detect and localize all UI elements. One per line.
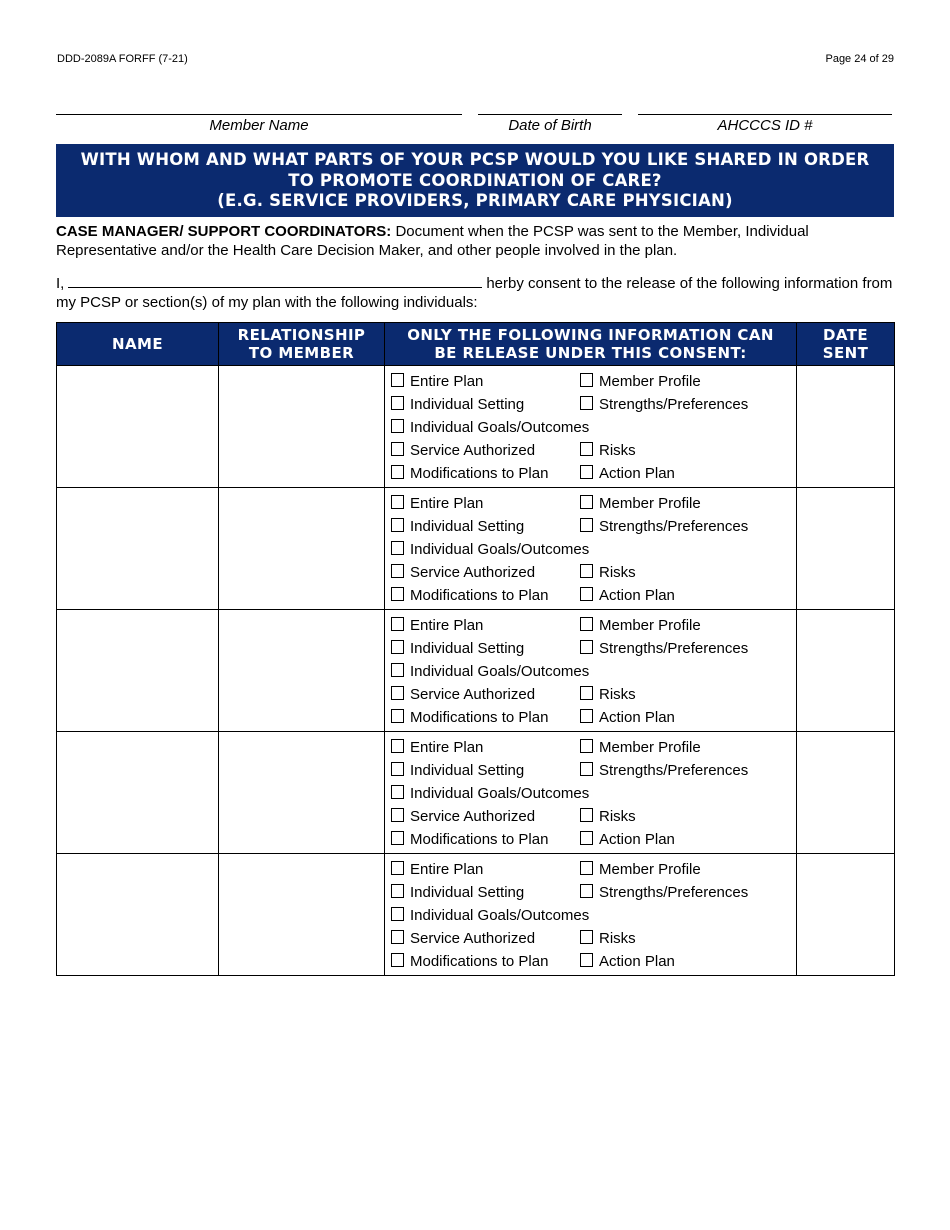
date-sent-cell[interactable] [797,488,895,610]
table-row [57,366,895,488]
option-individual-setting[interactable] [391,884,524,901]
option-label: Strengths/Preferences [599,396,749,413]
option-label: Modifications to Plan [410,587,549,604]
option-individual-goals-outcomes[interactable] [391,541,589,558]
checkbox[interactable] [391,861,404,875]
option-member-profile[interactable] [580,861,701,878]
banner-line-3: (E.G. SERVICE PROVIDERS, PRIMARY CARE PHYSICIAN) [217,191,733,210]
option-individual-setting[interactable] [391,640,524,657]
checkbox[interactable] [580,442,593,456]
option-entire-plan[interactable] [391,861,483,878]
option-individual-goals-outcomes[interactable] [391,785,589,802]
option-entire-plan[interactable] [391,617,483,634]
checkbox[interactable] [580,739,593,753]
option-individual-goals-outcomes[interactable] [391,663,589,680]
option-label: Individual Goals/Outcomes [410,663,590,680]
option-label: Individual Goals/Outcomes [410,419,590,436]
date-sent-cell[interactable] [797,610,895,732]
relationship-cell[interactable] [219,854,385,976]
option-modifications-to-plan[interactable] [391,465,548,482]
checkbox[interactable] [580,495,593,509]
option-member-profile[interactable] [580,739,701,756]
checkbox[interactable] [391,930,404,944]
option-label: Individual Setting [410,518,525,535]
name-cell[interactable] [57,854,219,976]
option-action-plan[interactable] [580,587,675,604]
consent-text: herby consent to the release of the following information from my PCSP or section(s) of my plan with the following individuals: [56,275,893,311]
information-cell [385,488,797,610]
relationship-cell[interactable] [219,610,385,732]
option-risks[interactable] [580,564,636,581]
option-label: Action Plan [599,953,675,970]
checkbox[interactable] [391,617,404,631]
option-modifications-to-plan[interactable] [391,953,548,970]
option-risks[interactable] [580,930,636,947]
checkbox[interactable] [580,617,593,631]
checkbox[interactable] [580,518,593,532]
option-label: Individual Setting [410,396,525,413]
option-label: Strengths/Preferences [599,884,749,901]
option-label: Action Plan [599,587,675,604]
option-label: Individual Goals/Outcomes [410,785,590,802]
checkbox[interactable] [391,663,404,677]
consent-prefix: I, [56,275,65,292]
option-label: Member Profile [599,495,701,512]
checkbox[interactable] [391,640,404,654]
information-cell [385,732,797,854]
banner-line-1: WITH WHOM AND WHAT PARTS OF YOUR PCSP WOULD YOU LIKE SHARED IN ORDER [80,150,870,169]
checkbox[interactable] [580,396,593,410]
option-service-authorized[interactable] [391,930,535,947]
name-cell[interactable] [57,488,219,610]
checkbox[interactable] [391,785,404,799]
option-modifications-to-plan[interactable] [391,587,548,604]
member-name-line[interactable] [56,114,462,115]
relationship-cell[interactable] [219,732,385,854]
section-banner [56,144,894,217]
option-label: Service Authorized [410,686,536,703]
option-strengths-preferences[interactable] [580,640,748,657]
information-cell [385,366,797,488]
checkbox[interactable] [580,953,593,967]
option-label: Risks [599,442,636,459]
table-row [57,732,895,854]
option-label: Modifications to Plan [410,831,549,848]
option-label: Service Authorized [410,564,536,581]
option-entire-plan[interactable] [391,495,483,512]
checkbox[interactable] [580,373,593,387]
option-action-plan[interactable] [580,953,675,970]
checkbox[interactable] [391,907,404,921]
option-label: Member Profile [599,617,701,634]
option-label: Risks [599,808,636,825]
option-service-authorized[interactable] [391,564,535,581]
member-name-label: Member Name [209,117,309,134]
instructions-heading: CASE MANAGER/ SUPPORT COORDINATORS: [56,223,392,240]
option-label: Action Plan [599,831,675,848]
checkbox[interactable] [391,953,404,967]
option-modifications-to-plan[interactable] [391,831,548,848]
information-cell [385,610,797,732]
form-id: DDD-2089A FORFF (7-21) [57,53,188,65]
option-individual-goals-outcomes[interactable] [391,907,589,924]
checkbox[interactable] [580,709,593,723]
option-label: Modifications to Plan [410,709,549,726]
option-label: Modifications to Plan [410,953,549,970]
header-name: NAME [57,323,219,366]
dob-line[interactable] [478,114,622,115]
ahcccs-line[interactable] [638,114,892,115]
checkbox[interactable] [580,808,593,822]
option-action-plan[interactable] [580,831,675,848]
ahcccs-label: AHCCCS ID # [717,117,813,134]
checkbox[interactable] [391,808,404,822]
name-cell[interactable] [57,366,219,488]
date-sent-cell[interactable] [797,366,895,488]
checkbox[interactable] [391,884,404,898]
option-label: Individual Goals/Outcomes [410,541,590,558]
checkbox[interactable] [391,495,404,509]
checkbox[interactable] [580,564,593,578]
header-information: ONLY THE FOLLOWING INFORMATION CAN BE RELEASE UNDER THIS CONSENT: [385,323,797,366]
option-strengths-preferences[interactable] [580,884,748,901]
option-label: Individual Setting [410,762,525,779]
table-row [57,488,895,610]
date-sent-cell[interactable] [797,732,895,854]
option-label: Entire Plan [410,739,484,756]
checkbox[interactable] [391,442,404,456]
option-risks[interactable] [580,442,636,459]
option-risks[interactable] [580,808,636,825]
option-label: Action Plan [599,709,675,726]
name-cell[interactable] [57,610,219,732]
instructions-text: Document when the PCSP was sent to the Member, Individual Representative and/or the Health Care Decision Maker, and other people involved in the plan. [56,223,809,259]
dob-label: Date of Birth [508,117,592,134]
date-sent-cell[interactable] [797,854,895,976]
relationship-cell[interactable] [219,488,385,610]
option-label: Service Authorized [410,808,536,825]
table-row [57,854,895,976]
checkbox[interactable] [391,465,404,479]
option-label: Strengths/Preferences [599,640,749,657]
option-label: Member Profile [599,861,701,878]
option-action-plan[interactable] [580,709,675,726]
option-label: Entire Plan [410,861,484,878]
option-strengths-preferences[interactable] [580,762,748,779]
option-entire-plan[interactable] [391,739,483,756]
option-individual-setting[interactable] [391,518,524,535]
checkbox[interactable] [391,541,404,555]
option-service-authorized[interactable] [391,442,535,459]
header-date-sent: DATE SENT [797,323,895,366]
option-label: Entire Plan [410,373,484,390]
option-service-authorized[interactable] [391,808,535,825]
option-label: Individual Setting [410,884,525,901]
option-label: Modifications to Plan [410,465,549,482]
option-label: Strengths/Preferences [599,762,749,779]
checkbox[interactable] [391,419,404,433]
option-strengths-preferences[interactable] [580,518,748,535]
option-label: Service Authorized [410,930,536,947]
option-individual-setting[interactable] [391,762,524,779]
option-entire-plan[interactable] [391,373,483,390]
checkbox[interactable] [580,930,593,944]
consent-name-field[interactable] [68,273,482,288]
option-label: Member Profile [599,373,701,390]
table-row [57,610,895,732]
checkbox[interactable] [391,739,404,753]
banner-line-2: TO PROMOTE COORDINATION OF CARE? [288,170,662,190]
checkbox[interactable] [580,762,593,776]
checkbox[interactable] [580,861,593,875]
information-cell [385,854,797,976]
checkbox[interactable] [391,831,404,845]
checkbox[interactable] [391,396,404,410]
table-header-row [57,323,895,366]
option-label: Member Profile [599,739,701,756]
instructions-paragraph [56,222,896,260]
option-label: Individual Setting [410,640,525,657]
checkbox[interactable] [391,587,404,601]
option-label: Entire Plan [410,617,484,634]
option-member-profile[interactable] [580,495,701,512]
checkbox[interactable] [580,686,593,700]
checkbox[interactable] [580,831,593,845]
checkbox[interactable] [391,762,404,776]
option-label: Risks [599,686,636,703]
option-action-plan[interactable] [580,465,675,482]
checkbox[interactable] [580,640,593,654]
checkbox[interactable] [391,564,404,578]
checkbox[interactable] [391,373,404,387]
option-member-profile[interactable] [580,617,701,634]
checkbox[interactable] [391,709,404,723]
consent-paragraph [56,273,896,312]
option-label: Service Authorized [410,442,536,459]
option-label: Strengths/Preferences [599,518,749,535]
checkbox[interactable] [391,518,404,532]
option-individual-goals-outcomes[interactable] [391,419,589,436]
checkbox[interactable] [580,884,593,898]
checkbox[interactable] [391,686,404,700]
option-member-profile[interactable] [580,373,701,390]
option-label: Entire Plan [410,495,484,512]
option-service-authorized[interactable] [391,686,535,703]
option-modifications-to-plan[interactable] [391,709,548,726]
page-number: Page 24 of 29 [825,53,894,65]
option-individual-setting[interactable] [391,396,524,413]
option-label: Risks [599,564,636,581]
option-label: Action Plan [599,465,675,482]
header-relationship: RELATIONSHIP TO MEMBER [219,323,385,366]
checkbox[interactable] [580,587,593,601]
option-label: Risks [599,930,636,947]
checkbox[interactable] [580,465,593,479]
relationship-cell[interactable] [219,366,385,488]
option-label: Individual Goals/Outcomes [410,907,590,924]
consent-table [56,322,895,976]
option-strengths-preferences[interactable] [580,396,748,413]
name-cell[interactable] [57,732,219,854]
option-risks[interactable] [580,686,636,703]
